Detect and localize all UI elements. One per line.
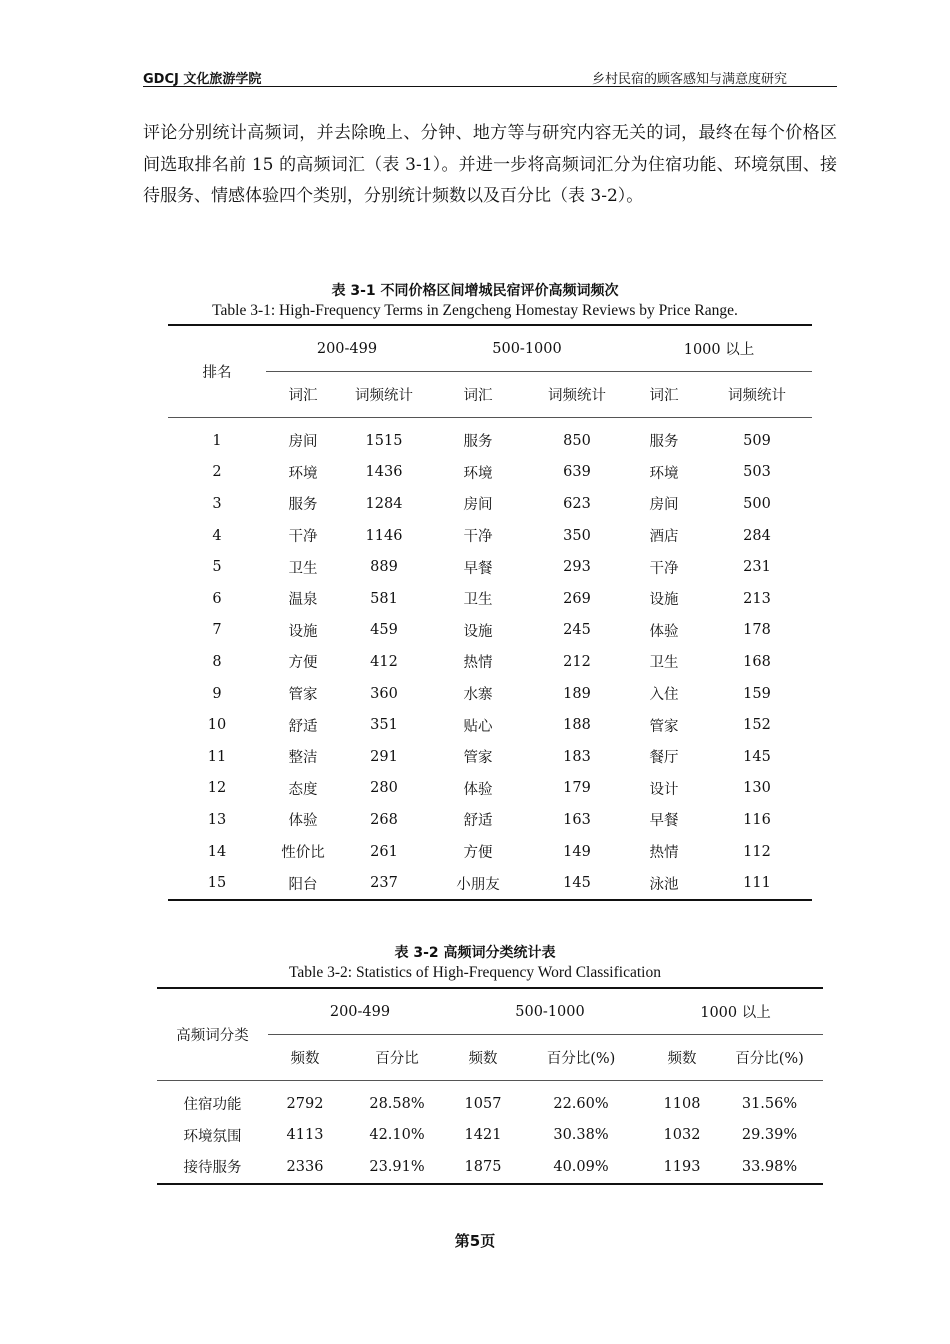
- table-cell: 体验: [649, 623, 679, 640]
- table1-sub-header: 词频统计: [702, 372, 812, 418]
- table-cell: 237: [370, 875, 398, 892]
- table-cell: 5: [212, 559, 222, 576]
- table1-sub-header: 词汇: [428, 372, 528, 418]
- table2-sub-header: 百分比(%): [716, 1035, 823, 1081]
- table-cell: 350: [563, 527, 591, 544]
- table-cell: 42.10%: [369, 1127, 425, 1144]
- table-cell: 245: [563, 622, 591, 639]
- table1-sub-header: 词汇: [626, 372, 702, 418]
- table-cell: 168: [743, 653, 771, 670]
- table-cell: 284: [743, 527, 771, 544]
- table-row: [168, 867, 812, 900]
- table-cell: 7: [212, 622, 222, 639]
- table-row: [168, 488, 812, 520]
- table1-range-header: 500-1000: [492, 340, 562, 357]
- table1-caption-zh: 表 3-1 不同价格区间增城民宿评价高频词频次: [331, 283, 619, 299]
- table-cell: 3: [212, 495, 222, 512]
- table-cell: 卫生: [463, 592, 493, 609]
- table1-sub-header: 词汇: [266, 372, 340, 418]
- page-header: [143, 66, 837, 87]
- table2-range-header: 200-499: [329, 1003, 391, 1020]
- table-cell: 112: [743, 843, 771, 860]
- table-cell: 干净: [288, 529, 318, 546]
- table-cell: 293: [563, 559, 591, 576]
- table-cell: 179: [563, 780, 591, 797]
- table-cell: 酒店: [649, 529, 679, 546]
- page-number: 第5页: [454, 1232, 496, 1250]
- table2-body: [157, 1081, 823, 1184]
- table-cell: 干净: [463, 529, 493, 546]
- table2-sub-header: 百分比: [342, 1035, 452, 1081]
- table-cell: 15: [207, 875, 227, 892]
- table-cell: 9: [212, 685, 222, 702]
- table-row: [157, 1088, 823, 1120]
- table-cell: 2792: [286, 1095, 324, 1112]
- table-cell: 设施: [288, 623, 318, 640]
- table-cell: 管家: [288, 687, 318, 704]
- table-cell: 舒适: [463, 813, 493, 830]
- table-cell: 干净: [649, 560, 679, 577]
- table-row: [168, 741, 812, 773]
- table-row: [168, 804, 812, 836]
- table-cell: 14: [207, 843, 227, 860]
- table-cell: 入住: [649, 687, 679, 704]
- table-cell: 280: [370, 780, 398, 797]
- table-cell: 设施: [649, 592, 679, 609]
- table-row: [168, 646, 812, 678]
- table-cell: 4113: [286, 1127, 324, 1144]
- table-cell: 212: [563, 653, 591, 670]
- table-cell: 早餐: [649, 813, 679, 830]
- table-cell: 10: [207, 717, 227, 734]
- table1-caption-en: Table 3-1: High-Frequency Terms in Zengcheng Homestay Reviews by Price Range.: [212, 302, 738, 319]
- table-row: [168, 615, 812, 647]
- table-cell: 房间: [463, 497, 493, 514]
- table-cell: 卫生: [288, 560, 318, 577]
- table-row: [157, 1151, 823, 1184]
- table-cell: 149: [563, 843, 591, 860]
- table-cell: 1146: [365, 527, 403, 544]
- table-row: [168, 678, 812, 710]
- table-cell: 11: [207, 748, 227, 765]
- table-cell: 1108: [663, 1095, 701, 1112]
- table-cell: 459: [370, 622, 398, 639]
- table-row: [168, 583, 812, 615]
- table1-rank-header: 排名: [202, 365, 232, 381]
- table1-range-header: 200-499: [316, 340, 378, 357]
- table-cell: 40.09%: [553, 1158, 609, 1175]
- table-cell: 33.98%: [741, 1158, 798, 1175]
- table-cell: 小朋友: [456, 876, 500, 893]
- table-cell: 850: [563, 432, 591, 449]
- table-cell: 卫生: [649, 655, 679, 672]
- table1-range-header: 1000 以上: [683, 342, 755, 358]
- table-cell: 方便: [463, 845, 493, 862]
- table-row: [157, 1120, 823, 1152]
- table-cell: 餐厅: [649, 750, 679, 767]
- table2-sub-header: 频数: [268, 1035, 342, 1081]
- table1-sub-header: 词频统计: [340, 372, 428, 418]
- table2-range-header: 500-1000: [515, 1003, 585, 1020]
- table-cell: 111: [743, 875, 771, 892]
- table-cell: 145: [743, 748, 771, 765]
- table-row: [168, 773, 812, 805]
- table-cell: 23.91%: [369, 1158, 425, 1175]
- table-cell: 183: [563, 748, 591, 765]
- table-row: [168, 836, 812, 868]
- table2-category-header: 高频词分类: [176, 1028, 249, 1044]
- table-cell: 130: [743, 780, 771, 797]
- table-cell: 管家: [649, 718, 679, 735]
- table-cell: 1: [212, 432, 222, 449]
- table-row: [168, 425, 812, 457]
- table-row: [168, 709, 812, 741]
- table-cell: 阳台: [288, 876, 318, 893]
- table-cell: 1875: [464, 1158, 502, 1175]
- table2-caption-en: Table 3-2: Statistics of High-Frequency Word Classification: [289, 964, 661, 981]
- table-cell: 性价比: [281, 845, 325, 862]
- table-cell: 服务: [288, 497, 318, 514]
- table-cell: 服务: [463, 434, 493, 451]
- table-cell: 2: [212, 464, 222, 481]
- table-cell: 145: [563, 875, 591, 892]
- table-cell: 188: [563, 717, 591, 734]
- table-cell: 8: [212, 653, 222, 670]
- table-cell: 261: [370, 843, 398, 860]
- table-cell: 设施: [463, 623, 493, 640]
- table-cell: 环境氛围: [183, 1128, 242, 1145]
- table-cell: 152: [743, 717, 771, 734]
- table-cell: 231: [743, 559, 771, 576]
- table-cell: 环境: [288, 465, 318, 482]
- table-cell: 1032: [663, 1127, 701, 1144]
- table-cell: 方便: [288, 655, 318, 672]
- table-cell: 环境: [463, 465, 493, 482]
- table-cell: 623: [563, 495, 591, 512]
- table-cell: 环境: [649, 465, 679, 482]
- table-cell: 1436: [365, 464, 403, 481]
- table-cell: 31.56%: [741, 1095, 798, 1112]
- table2-sub-header: 频数: [452, 1035, 514, 1081]
- table-cell: 体验: [288, 813, 318, 830]
- table-cell: 13: [207, 811, 227, 828]
- table2-range-header: 1000 以上: [700, 1005, 771, 1021]
- table-cell: 贴心: [463, 718, 493, 735]
- table-cell: 22.60%: [553, 1095, 609, 1112]
- table-cell: 412: [370, 653, 398, 670]
- header-paper-title: 乡村民宿的顾客感知与满意度研究: [591, 72, 787, 87]
- table-cell: 服务: [649, 434, 679, 451]
- table-cell: 1193: [663, 1158, 701, 1175]
- table-cell: 178: [743, 622, 771, 639]
- table-row: [168, 551, 812, 583]
- table-cell: 268: [370, 811, 398, 828]
- table-cell: 住宿功能: [183, 1097, 242, 1114]
- table-cell: 热情: [649, 845, 679, 862]
- table-cell: 29.39%: [741, 1127, 798, 1144]
- table-cell: 温泉: [288, 592, 318, 609]
- table-cell: 159: [743, 685, 771, 702]
- table-cell: 12: [207, 780, 227, 797]
- table-cell: 500: [743, 495, 771, 512]
- table-cell: 6: [212, 590, 222, 607]
- table2-caption-zh: 表 3-2 高频词分类统计表: [394, 945, 556, 961]
- table-cell: 1284: [365, 495, 403, 512]
- table-cell: 态度: [288, 781, 318, 798]
- table-row: [168, 520, 812, 552]
- table2: [157, 987, 823, 1185]
- table-cell: 351: [370, 717, 398, 734]
- table-cell: 泳池: [649, 876, 679, 893]
- table-cell: 4: [212, 527, 222, 544]
- table-cell: 639: [563, 464, 591, 481]
- table-cell: 360: [370, 685, 398, 702]
- table-cell: 管家: [463, 750, 493, 767]
- table-cell: 116: [743, 811, 771, 828]
- header-institution: GDCJ 文化旅游学院: [143, 72, 262, 87]
- table-cell: 接待服务: [183, 1160, 242, 1177]
- table-cell: 30.38%: [553, 1127, 609, 1144]
- table-cell: 889: [370, 559, 398, 576]
- table-cell: 1057: [464, 1095, 502, 1112]
- table-cell: 28.58%: [369, 1095, 425, 1112]
- table-cell: 房间: [649, 497, 679, 514]
- table-cell: 1515: [365, 432, 403, 449]
- table-cell: 整洁: [288, 750, 318, 767]
- table-cell: 舒适: [288, 718, 318, 735]
- table2-sub-header: 频数: [648, 1035, 716, 1081]
- table-cell: 水寨: [463, 687, 493, 704]
- table-cell: 体验: [463, 781, 493, 798]
- table-cell: 509: [743, 432, 771, 449]
- table-cell: 设计: [649, 781, 679, 798]
- table-cell: 早餐: [463, 560, 493, 577]
- table-cell: 163: [563, 811, 591, 828]
- table-cell: 1421: [464, 1127, 502, 1144]
- table-cell: 581: [370, 590, 398, 607]
- table-cell: 189: [563, 685, 591, 702]
- table2-sub-header: 百分比(%): [514, 1035, 648, 1081]
- table1: [168, 324, 812, 901]
- body-paragraph: 评论分别统计高频词，并去除晚上、分钟、地方等与研究内容无关的词，最终在每个价格区间选取排名前 15 的高频词汇（表 3-1）。并进一步将高频词汇分为住宿功能、环境氛围、接待服务、情感体验四个类别，分别统计频数以及百分比（表 3-2）。: [143, 123, 837, 206]
- table-cell: 269: [563, 590, 591, 607]
- table-cell: 503: [743, 464, 771, 481]
- table-cell: 热情: [463, 655, 493, 672]
- table-row: [168, 457, 812, 489]
- table-cell: 291: [370, 748, 398, 765]
- table-cell: 213: [743, 590, 771, 607]
- table-cell: 2336: [286, 1158, 324, 1175]
- table-cell: 房间: [288, 434, 318, 451]
- table1-sub-header: 词频统计: [528, 372, 626, 418]
- table1-body: [168, 418, 812, 900]
